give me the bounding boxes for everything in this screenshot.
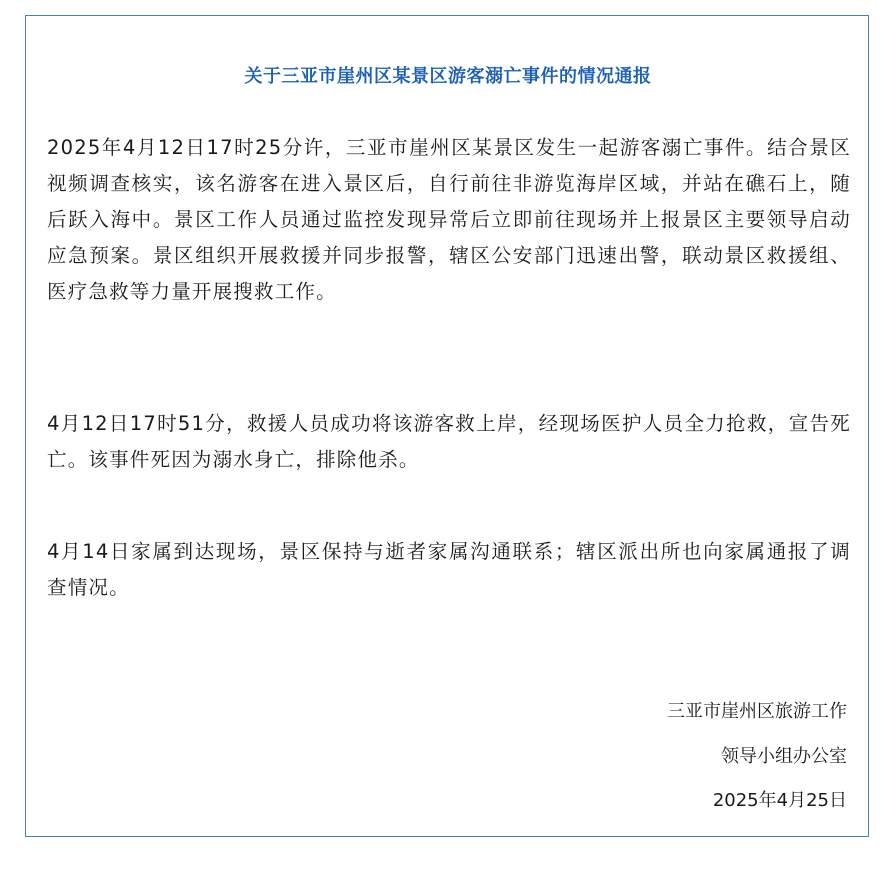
signature-date: 2025年4月25日 <box>712 790 847 811</box>
notice-frame <box>25 15 869 837</box>
notice-title: 关于三亚市崖州区某景区游客溺亡事件的情况通报 <box>244 66 652 87</box>
paragraph-incident: 2025年4月12日17时25分许，三亚市崖州区某景区发生一起游客溺亡事件。结合景区视频调查核实，该名游客在进入景区后，自行前往非游览海岸区域，并站在礁石上，随后跃入海中。景区工作人员通过监控发现异常后立即前往现场并上报景区主要领导启动应急预案。景区组织开展救援并同步报警，辖区公安部门迅速出警，联动景区救援组、医疗急救等力量开展搜救工作。 <box>47 136 851 303</box>
paragraph-family: 4月14日家属到达现场，景区保持与逝者家属沟通联系；辖区派出所也向家属通报了调查情况。 <box>47 540 851 599</box>
signature-organization-line1: 三亚市崖州区旅游工作 <box>667 701 847 722</box>
paragraph-rescue: 4月12日17时51分，救援人员成功将该游客救上岸，经现场医护人员全力抢救，宣告死亡。该事件死因为溺水身亡，排除他杀。 <box>47 412 851 471</box>
signature-organization-line2: 领导小组办公室 <box>721 746 847 767</box>
